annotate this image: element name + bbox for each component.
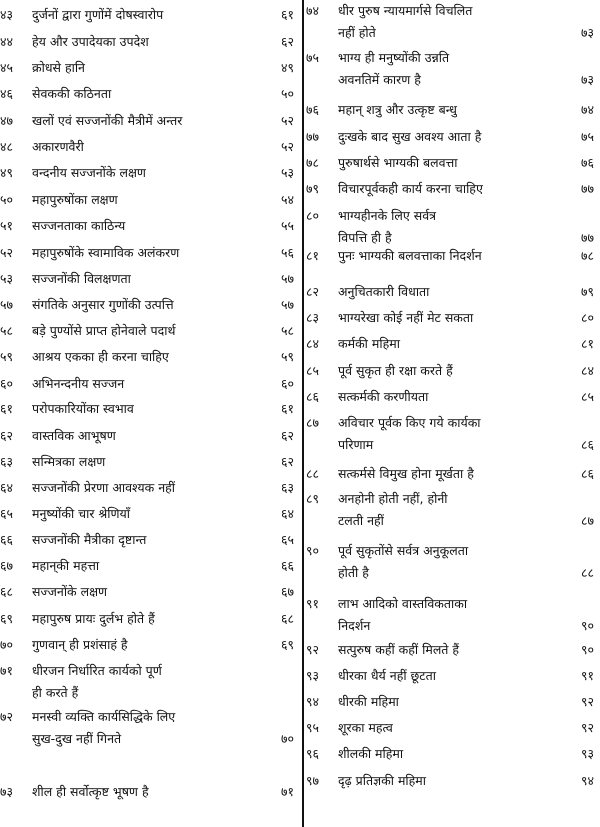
- entry-title: बड़े पुण्योंसे प्राप्त होनेवाले पदार्थ: [32, 323, 176, 338]
- entry-page-number: ९२: [580, 694, 594, 709]
- contents-entry: [306, 281, 600, 305]
- entry-number: ७४: [306, 3, 320, 18]
- entry-number: ७२: [0, 709, 14, 724]
- entry-page-number: ८१: [580, 336, 594, 351]
- entry-page-number: ५७: [280, 271, 294, 286]
- entry-page-number: ५८: [280, 323, 294, 338]
- entry-number: ७६: [306, 102, 320, 117]
- entry-title-continuation: विपत्ति ही है: [338, 230, 392, 245]
- entry-number: ४९: [0, 165, 14, 180]
- contents-entry: [0, 136, 300, 160]
- entry-title: अनहोनी होती नहीं, होनी: [338, 491, 448, 506]
- entry-number: ५९: [0, 349, 14, 364]
- entry-number: ८९: [306, 491, 320, 506]
- entry-number: ६३: [0, 454, 14, 469]
- entry-number: ६५: [0, 506, 14, 521]
- entry-number: ८०: [306, 208, 320, 223]
- entry-number: ६१: [0, 401, 14, 416]
- entry-page-number: ६४: [280, 506, 294, 521]
- contents-entry: [0, 215, 300, 239]
- entry-page-number: ६२: [280, 428, 294, 443]
- entry-page-number: ९४: [580, 773, 594, 788]
- entry-title-continuation: ही करते हैं: [32, 685, 79, 700]
- entry-page-number: ६१: [280, 7, 294, 22]
- entry-number: ५१: [0, 218, 14, 233]
- entry-page-number: ६५: [280, 532, 294, 547]
- entry-title: भाग्यरेखा कोई नहीं मेट सकता: [338, 310, 474, 325]
- contents-entry: [306, 717, 600, 741]
- entry-number: ८३: [306, 310, 320, 325]
- contents-entry: [0, 503, 300, 527]
- entry-number: ८५: [306, 363, 320, 378]
- entry-number: ७८: [306, 155, 320, 170]
- contents-entry: [0, 529, 300, 553]
- contents-entry: [0, 706, 300, 752]
- entry-page-number: ५२: [280, 139, 294, 154]
- entry-title: महान् शत्रु और उत्कृष्ट बन्धु: [338, 102, 457, 117]
- contents-entry: [306, 743, 600, 767]
- entry-number: ७९: [306, 181, 320, 196]
- entry-title: महान्‌की महत्ता: [32, 558, 100, 573]
- entry-number: ६४: [0, 480, 14, 495]
- entry-page-number: ७३: [580, 25, 594, 40]
- entry-title: कर्मकी महिमा: [338, 336, 400, 351]
- contents-entry: [306, 99, 600, 123]
- entry-number: ८८: [306, 466, 320, 481]
- contents-entry: [0, 110, 300, 134]
- entry-title: सन्मित्रका लक्षण: [32, 454, 106, 469]
- entry-title: सज्जनोंकी मैत्रीका दृष्टान्त: [32, 532, 147, 547]
- entry-number: ४६: [0, 86, 14, 101]
- entry-page-number: ९०: [580, 618, 594, 633]
- entry-title: खलों एवं सज्जनोंकी मैत्रीमें अन्तर: [32, 113, 183, 128]
- entry-page-number: ७५: [580, 129, 594, 144]
- entry-title: विचारपूर्वकही कार्य करना चाहिए: [338, 181, 483, 196]
- entry-number: ६७: [0, 558, 14, 573]
- entry-page-number: ८०: [580, 310, 594, 325]
- entry-page-number: ९०: [580, 642, 594, 657]
- entry-number: ४८: [0, 139, 14, 154]
- contents-entry: [0, 31, 300, 55]
- entry-page-number: ८७: [580, 513, 594, 528]
- entry-title: दुःखके बाद सुख अवश्य आता है: [338, 129, 482, 144]
- entry-page-number: ७४: [580, 102, 594, 117]
- entry-title: लाभ आदिको वास्तविकताका: [338, 596, 468, 611]
- contents-entry: [0, 162, 300, 186]
- entry-title: गुणवान्‌ ही प्रशंसाहं है: [32, 637, 128, 652]
- entry-number: ६०: [0, 376, 14, 391]
- entry-number: ७०: [0, 637, 14, 652]
- entry-number: ८७: [306, 415, 320, 430]
- entry-number: ५८: [0, 323, 14, 338]
- contents-entry: [306, 333, 600, 357]
- entry-title: अकारणवैरी: [32, 139, 84, 154]
- contents-entry: [306, 665, 600, 689]
- entry-title: पूर्व सुकृतोंसे सर्वत्र अनुकूलता: [338, 543, 469, 558]
- entry-title: मनुष्योंकी चार श्रेणियाँ: [32, 506, 131, 521]
- entry-page-number: ५०: [280, 86, 294, 101]
- contents-entry: [0, 477, 300, 501]
- entry-number: ९२: [306, 642, 320, 657]
- contents-entry: [306, 0, 600, 46]
- entry-page-number: ६०: [280, 376, 294, 391]
- entry-page-number: ६८: [280, 611, 294, 626]
- entry-title-continuation: निदर्शन: [338, 618, 371, 633]
- entry-page-number: ५६: [280, 245, 294, 260]
- entry-title: धीरका धैर्य नहीं छूटता: [338, 668, 436, 683]
- entry-number: ९६: [306, 746, 320, 761]
- contents-entry: [306, 126, 600, 150]
- entry-title: महापुरुषोंका लक्षण: [32, 192, 118, 207]
- entry-page-number: ५३: [280, 165, 294, 180]
- entry-title-continuation: सुख-दुख नहीं गिनते: [32, 731, 122, 746]
- entry-number: ९०: [306, 543, 320, 558]
- entry-title: सज्जनोंकी विलक्षणता: [32, 271, 131, 286]
- contents-entry: [306, 386, 600, 410]
- entry-title: भाग्य ही मनुष्योंकी उन्नति: [338, 50, 450, 65]
- entry-title: महापुरुषोंके स्वामाविक अलंकरण: [32, 245, 180, 260]
- entry-page-number: ८६: [580, 437, 594, 452]
- entry-title: सज्जनताका काठिन्य: [32, 218, 126, 233]
- entry-title: आश्रय एकका ही करना चाहिए: [32, 349, 169, 364]
- contents-entry: [306, 178, 600, 202]
- entry-title-continuation: नहीं होते: [338, 25, 376, 40]
- contents-entry: [0, 608, 300, 632]
- entry-page-number: ६२: [280, 34, 294, 49]
- contents-entry: [306, 639, 600, 663]
- entry-title: अविचार पूर्वक किए गये कार्यका: [338, 415, 481, 430]
- contents-entry: [0, 634, 300, 658]
- entry-title-continuation: होती है: [338, 565, 369, 580]
- entry-number: ४३: [0, 7, 14, 22]
- contents-entry: [0, 57, 300, 81]
- entry-page-number: ६७: [280, 584, 294, 599]
- entry-page-number: ५२: [280, 113, 294, 128]
- entry-title: पूर्व सुकृत ही रक्षा करते हैं: [338, 363, 453, 378]
- entry-title: सत्कर्मकी करणीयता: [338, 389, 429, 404]
- entry-number: ८२: [306, 284, 320, 299]
- contents-entry: [306, 245, 600, 269]
- entry-title: अनुचितकारी विधाता: [338, 284, 430, 299]
- contents-entry: [306, 488, 600, 534]
- entry-title: सज्जनोंकी प्रेरणा आवश्यक नहीं: [32, 480, 176, 495]
- contents-entry: [0, 320, 300, 344]
- contents-entry: [0, 4, 300, 28]
- contents-entry: [306, 307, 600, 331]
- contents-entry: [306, 463, 600, 487]
- entry-page-number: ७३: [580, 72, 594, 87]
- contents-entry: [306, 412, 600, 458]
- entry-number: ७३: [0, 784, 14, 799]
- entry-title: शील ही सर्वोत्कृष्ट भूषण है: [32, 784, 149, 799]
- entry-page-number: ५७: [280, 297, 294, 312]
- entry-page-number: ७८: [580, 248, 594, 263]
- entry-page-number: ९१: [580, 668, 594, 683]
- contents-entry: [306, 47, 600, 93]
- entry-number: ७७: [306, 129, 320, 144]
- entry-number: ५०: [0, 192, 14, 207]
- entry-number: ८१: [306, 248, 320, 263]
- entry-title: भाग्यहीनके लिए सर्वत्र: [338, 208, 437, 223]
- entry-title: सज्जनोंके लक्षण: [32, 584, 108, 599]
- entry-title: दृढ़ प्रतिज्ञकी महिमा: [338, 773, 427, 788]
- entry-number: ८६: [306, 389, 320, 404]
- entry-page-number: ६९: [280, 637, 294, 652]
- entry-page-number: ७९: [580, 284, 594, 299]
- entry-page-number: ९३: [580, 746, 594, 761]
- contents-entry: [306, 152, 600, 176]
- entry-page-number: ५४: [280, 192, 294, 207]
- entry-number: ६६: [0, 532, 14, 547]
- entry-number: ६९: [0, 611, 14, 626]
- entry-page-number: ८४: [580, 363, 594, 378]
- entry-page-number: ९२: [580, 720, 594, 735]
- entry-page-number: ६२: [280, 454, 294, 469]
- entry-title: सत्पुरुष कहीं कहीं मिलते हैं: [338, 642, 460, 657]
- entry-number: ९१: [306, 596, 320, 611]
- entry-number: ५२: [0, 245, 14, 260]
- entry-title: पुनः भाग्यकी बलवत्ताका निदर्शन: [338, 248, 482, 263]
- entry-number: ६२: [0, 428, 14, 443]
- entry-number: ९३: [306, 668, 320, 683]
- contents-entry: [0, 425, 300, 449]
- contents-entry: [0, 451, 300, 475]
- entry-title: सेवककी कठिनता: [32, 86, 112, 101]
- entry-title: दुर्जनों द्वारा गुणोंमें दोषस्वारोप: [32, 7, 164, 22]
- entry-page-number: ७६: [580, 155, 594, 170]
- entry-title-continuation: टलती नहीं: [338, 513, 384, 528]
- entry-title: धीर पुरुष न्यायमार्गसे विचलित: [338, 3, 473, 18]
- entry-number: ७५: [306, 50, 320, 65]
- entry-title: पुरुषार्थसे भाग्यकी बलवत्ता: [338, 155, 458, 170]
- entry-number: ४४: [0, 34, 14, 49]
- entry-page-number: ७०: [280, 731, 294, 746]
- entry-page-number: ८८: [580, 565, 594, 580]
- entry-title: वास्तविक आभूषण: [32, 428, 116, 443]
- entry-page-number: ६६: [280, 558, 294, 573]
- entry-page-number: ८६: [580, 466, 594, 481]
- entry-title: सत्कर्मसे विमुख होना मूर्खता है: [338, 466, 474, 481]
- contents-entry: [0, 83, 300, 107]
- entry-title: अभिनन्दनीय सज्जन: [32, 376, 125, 391]
- entry-page-number: ६३: [280, 480, 294, 495]
- contents-entry: [0, 346, 300, 370]
- column-divider: [302, 0, 304, 827]
- entry-page-number: ७१: [280, 784, 294, 799]
- entry-title: धीरकी महिमा: [338, 694, 399, 709]
- entry-title: क्रोधसे हानि: [32, 60, 85, 75]
- contents-entry: [306, 360, 600, 384]
- entry-number: ९५: [306, 720, 320, 735]
- contents-entry: [0, 268, 300, 292]
- entry-title: परोपकारियोंका स्वभाव: [32, 401, 134, 416]
- entry-number: ७१: [0, 663, 14, 678]
- entry-title-continuation: अवनतिमें कारण है: [338, 72, 421, 87]
- contents-entry: [0, 294, 300, 318]
- entry-page-number: ७७: [580, 230, 594, 245]
- entry-number: ९७: [306, 773, 320, 788]
- contents-entry: [306, 691, 600, 715]
- entry-page-number: ५५: [280, 218, 294, 233]
- contents-entry: [0, 660, 300, 706]
- entry-title: वन्दनीय सज्जनोंके लक्षण: [32, 165, 146, 180]
- contents-entry: [306, 770, 600, 794]
- entry-number: ४७: [0, 113, 14, 128]
- entry-title: हेय और उपादेयका उपदेश: [32, 34, 149, 49]
- entry-title: धीरजन निर्धारित कार्यको पूर्ण: [32, 663, 162, 678]
- entry-title: शूरका महत्व: [338, 720, 393, 735]
- entry-number: ९४: [306, 694, 320, 709]
- contents-entry: [0, 398, 300, 422]
- entry-number: ८४: [306, 336, 320, 351]
- entry-page-number: ४९: [280, 60, 294, 75]
- entry-page-number: ६१: [280, 401, 294, 416]
- entry-page-number: ८५: [580, 389, 594, 404]
- entry-title-continuation: परिणाम: [338, 437, 374, 452]
- entry-page-number: ५९: [280, 349, 294, 364]
- entry-title: महापुरुष प्रायः दुर्लभ होते हैं: [32, 611, 155, 626]
- contents-entry: [306, 540, 600, 586]
- entry-number: ४५: [0, 60, 14, 75]
- contents-entry: [306, 593, 600, 639]
- contents-entry: [0, 242, 300, 266]
- entry-number: ५३: [0, 271, 14, 286]
- entry-number: ५७: [0, 297, 14, 312]
- contents-entry: [0, 781, 300, 805]
- entry-number: ६८: [0, 584, 14, 599]
- entry-title: शीलकी महिमा: [338, 746, 404, 761]
- contents-entry: [0, 581, 300, 605]
- entry-title: मनस्वी व्यक्ति कार्यसिद्धिके लिए: [32, 709, 176, 724]
- contents-entry: [0, 373, 300, 397]
- entry-title: संगतिके अनुसार गुणोंकी उत्पत्ति: [32, 297, 174, 312]
- contents-entry: [0, 555, 300, 579]
- entry-page-number: ७७: [580, 181, 594, 196]
- contents-entry: [0, 189, 300, 213]
